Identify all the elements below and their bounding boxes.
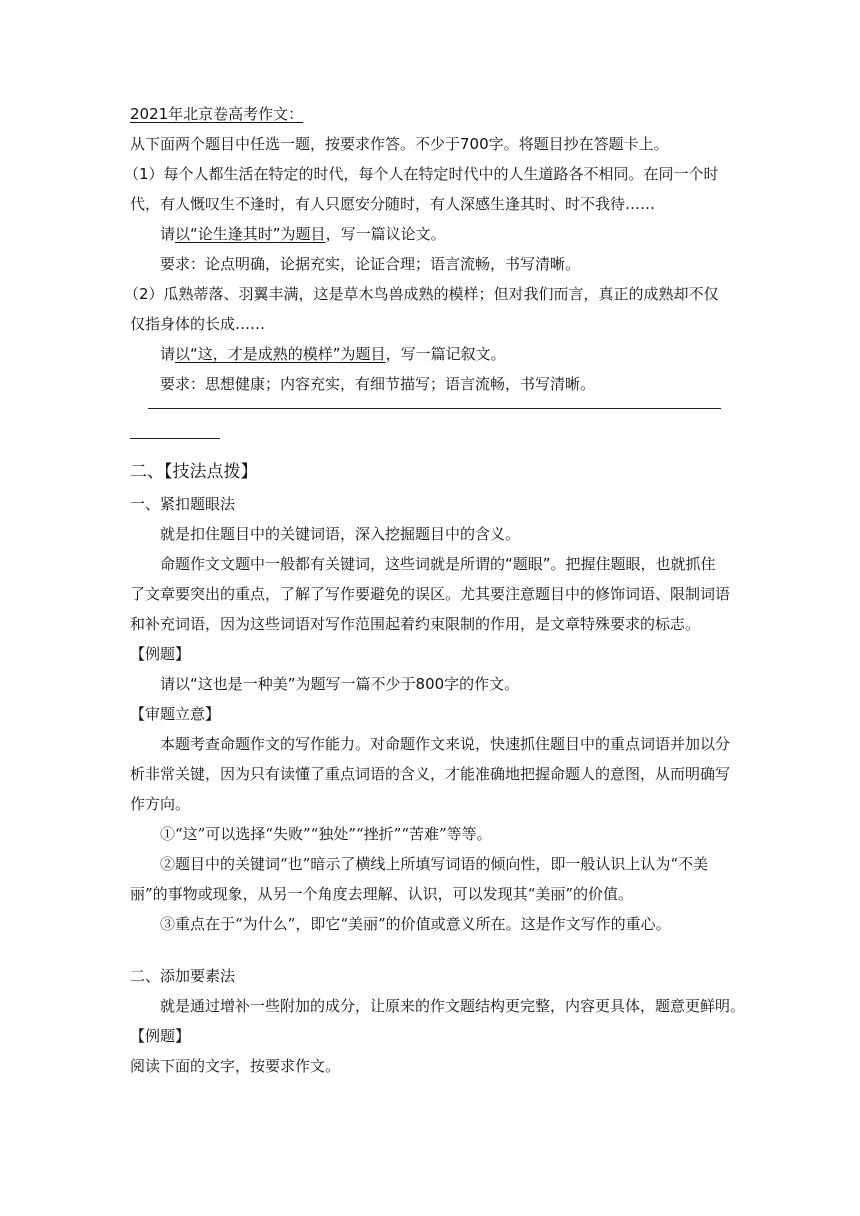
example-label: 【例题】 [130, 1027, 191, 1045]
analysis-label: 【审题立意】 [130, 705, 221, 723]
method-2-definition: 就是通过增补一些附加的成分，让原来的作文题结构更完整，内容更具体，题意更鲜明。 [160, 997, 746, 1015]
question-2-line-2: 仅指身体的长成…… [130, 315, 266, 333]
analysis-line-1: 本题考查命题作文的写作能力。对命题作文来说，快速抓住题目中的重点词语并加以分 [160, 735, 731, 753]
method-1-definition: 就是扣住题目中的关键词语，深入挖掘题目中的含义。 [160, 525, 521, 543]
question-2-requirements: 要求：思想健康；内容充实，有细节描写；语言流畅，书写清晰。 [160, 375, 596, 393]
method-2-heading: 二、添加要素法 [130, 967, 236, 985]
question-1-line-1: （1）每个人都生活在特定的时代，每个人在特定时代中的人生道路各不相同。在同一个时 [124, 165, 719, 183]
analysis-line-3: 作方向。 [130, 795, 191, 813]
section-heading: 二、【技法点拨】 [130, 462, 258, 482]
separator-line-continued [130, 438, 220, 439]
analysis-point-3: ③重点在于“为什么”，即它“美丽”的价值或意义所在。这是作文写作的重心。 [160, 915, 671, 933]
reading-instruction: 阅读下面的文字，按要求作文。 [130, 1057, 341, 1075]
instructions: 从下面两个题目中任选一题，按要求作答。不少于700字。将题目抄在答题卡上。 [130, 135, 669, 153]
example-text: 请以“这也是一种美”为题写一篇不少于800字的作文。 [160, 675, 520, 693]
analysis-point-1: ①“这”可以选择“失败”“独处”“挫折”“苦难”等等。 [160, 825, 492, 843]
doc-title: 2021年北京卷高考作文： [130, 105, 304, 123]
prompt-prefix: 请 [160, 225, 176, 243]
question-2-line-1: （2）瓜熟蒂落、羽翼丰满，这是草木鸟兽成熟的模样；但对我们而言，真正的成熟却不仅 [124, 285, 719, 303]
method-1-paragraph-line-3: 和补充词语，因为这些词语对写作范围起着约束限制的作用，是文章特殊要求的标志。 [130, 615, 701, 633]
question-1-prompt [160, 224, 446, 244]
example-label: 【例题】 [130, 645, 191, 663]
question-2-prompt [160, 344, 506, 364]
method-1-heading: 一、紧扣题眼法 [130, 495, 236, 513]
question-1-requirements: 要求：论点明确，论据充实，论证合理；语言流畅，书写清晰。 [160, 255, 581, 273]
prompt-title-underlined: 以“论生逢其时”为题目 [175, 225, 326, 243]
prompt-suffix: ，写一篇议论文。 [325, 225, 446, 243]
prompt-prefix: 请 [160, 345, 176, 363]
separator-line [148, 408, 721, 409]
prompt-title-underlined: 以“这，才是成熟的模样”为题目 [175, 345, 386, 363]
question-1-line-2: 代，有人慨叹生不逢时，有人只愿安分随时，有人深感生逢其时、时不我待…… [130, 195, 656, 213]
analysis-point-2-line-1: ②题目中的关键词“也”暗示了横线上所填写词语的倾向性，即一般认识上认为“不美 [160, 855, 709, 873]
analysis-point-2-line-2: 丽”的事物或现象，从另一个角度去理解、认识，可以发现其“美丽”的价值。 [130, 885, 634, 903]
method-1-paragraph-line-1: 命题作文文题中一般都有关键词，这些词就是所谓的“题眼”。把握住题眼，也就抓住 [160, 555, 716, 573]
prompt-suffix: ，写一篇记叙文。 [385, 345, 506, 363]
method-1-paragraph-line-2: 了文章要突出的重点，了解了写作要避免的误区。尤其要注意题目中的修饰词语、限制词语 [130, 585, 731, 603]
analysis-line-2: 析非常关键，因为只有读懂了重点词语的含义，才能准确地把握命题人的意图，从而明确写 [130, 765, 731, 783]
